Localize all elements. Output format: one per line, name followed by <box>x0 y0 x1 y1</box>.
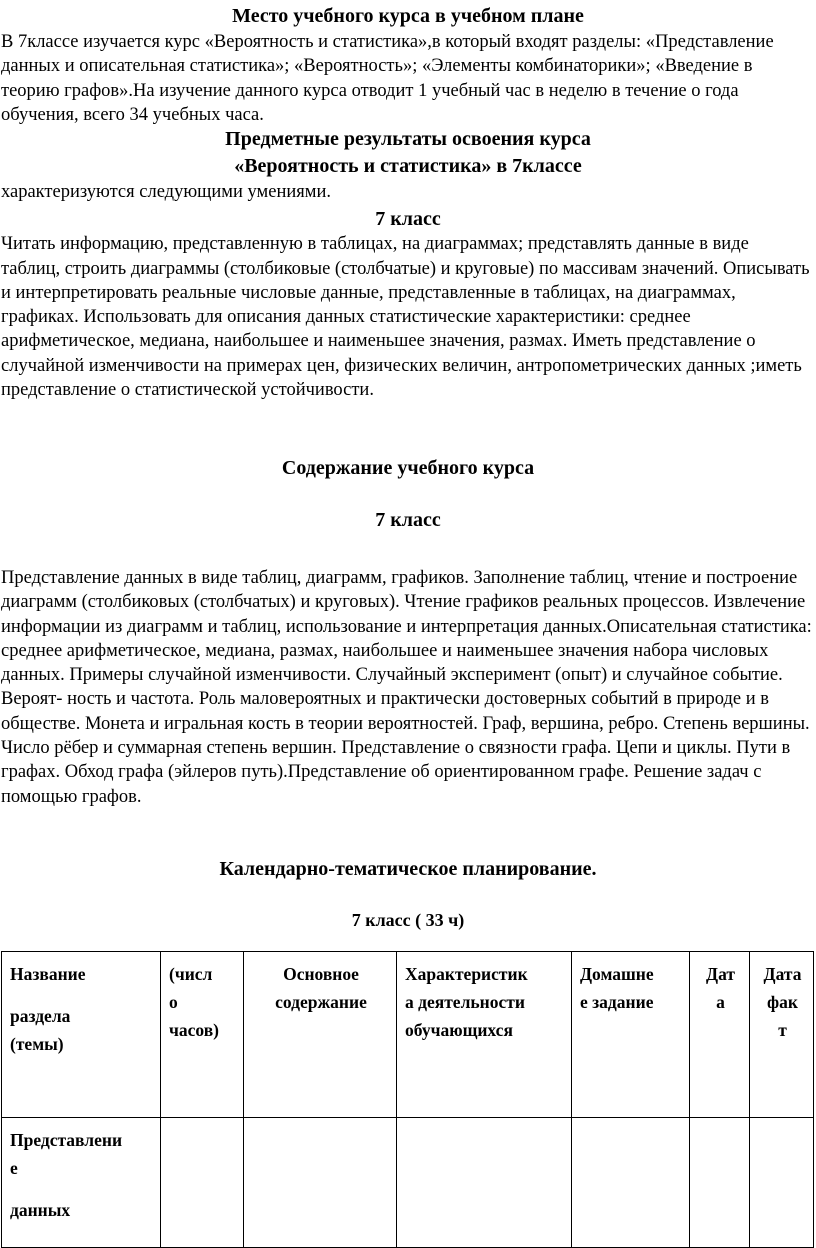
header-main-content: Основное содержание <box>244 952 397 1118</box>
section-plan-title: Календарно-тематическое планирование. <box>219 858 597 880</box>
header-activity: Характеристик а деятельности обучающихся <box>397 952 572 1118</box>
header-date-actual: Дата фак т <box>750 952 814 1118</box>
header-homework: Домашне е задание <box>572 952 690 1118</box>
section-results-title-line2: «Вероятность и статистика» в 7классе <box>234 155 582 177</box>
row-activity-cell <box>397 1118 572 1248</box>
section-placement-text: В 7классе изучается курс «Вероятность и статистика»,в который входят разделы: «Представление данных и описательная статистика»; «Вероятность»; «Элементы комбинаторики»; «Введение в теорию графов».На изучение данного курса отводит 1 учебный час в неделю в течение о года обучения, всего 34 учебных часа. <box>1 32 774 125</box>
header-date: Дат а <box>690 952 750 1118</box>
section-plan-grade: 7 класс ( 33 ч) <box>351 910 465 930</box>
header-hours: (числ о часов) <box>161 952 244 1118</box>
section-results-intro: характеризуются следующими умениями. <box>1 182 332 202</box>
header-section-name: Название раздела (темы) <box>2 952 161 1118</box>
row-date-actual-cell <box>750 1118 814 1248</box>
section-content-grade: 7 класс <box>375 509 441 531</box>
row-date-cell <box>690 1118 750 1248</box>
table-header-row <box>2 952 814 1118</box>
section-placement-title: Место учебного курса в учебном плане <box>232 5 584 27</box>
table-row <box>2 1118 814 1248</box>
section-content-text: Представление данных в виде таблиц, диаграмм, графиков. Заполнение таблиц, чтение и построение диаграмм (столбиковых (столбчатых) и круговых). Чтение графиков реальных процессов. Извлечение информации из диаграмм и таблиц, использование и интерпретация данных.Описательная статистика: среднее арифметическое, медиана, размах, наибольшее и наименьшее значения набора числовых данных. Примеры случайной изменчивости. Случайный эксперимент (опыт) и случайное событие. Вероят- ность и частота. Роль маловероятных и практически достоверных событий в природе и в обществе. Монета и игральная кость в теории вероятностей. Граф, вершина, ребро. Степень вершины. Число рёбер и суммарная степень вершин. Представление о связности графа. Цепи и циклы. Пути в графах. Обход графа (эйлеров путь).Представление об ориентированном графе. Решение задач с помощью графов. <box>1 568 812 807</box>
row-section-name: Представлени е данных <box>2 1118 161 1248</box>
row-homework-cell <box>572 1118 690 1248</box>
row-content-cell <box>244 1118 397 1248</box>
section-results-text: Читать информацию, представленную в таблицах, на диаграммах; представлять данные в виде таблиц, строить диаграммы (столбиковые (столбчатые) и круговые) по массивам значений. Описывать и интерпретировать реальные числовые данные, представленные в таблицах, на диаграммах, графиках. Использовать для описания данных статистические характеристики: среднее арифметическое, медиана, наибольшее и наименьшее значения, размах. Иметь представление о случайной изменчивости на примерах цен, физических величин, антропометрических данных ;иметь представление о статистической устойчивости. <box>1 234 810 401</box>
section-content <box>0 456 816 809</box>
planning-table <box>1 951 814 1248</box>
row-hours-cell <box>161 1118 244 1248</box>
section-results-grade: 7 класс <box>375 208 441 231</box>
section-plan <box>0 857 816 932</box>
section-results-title-line1: Предметные результаты освоения курса <box>225 128 591 150</box>
section-content-title: Содержание учебного курса <box>281 457 535 479</box>
section-results <box>0 127 816 402</box>
section-placement <box>0 4 816 127</box>
